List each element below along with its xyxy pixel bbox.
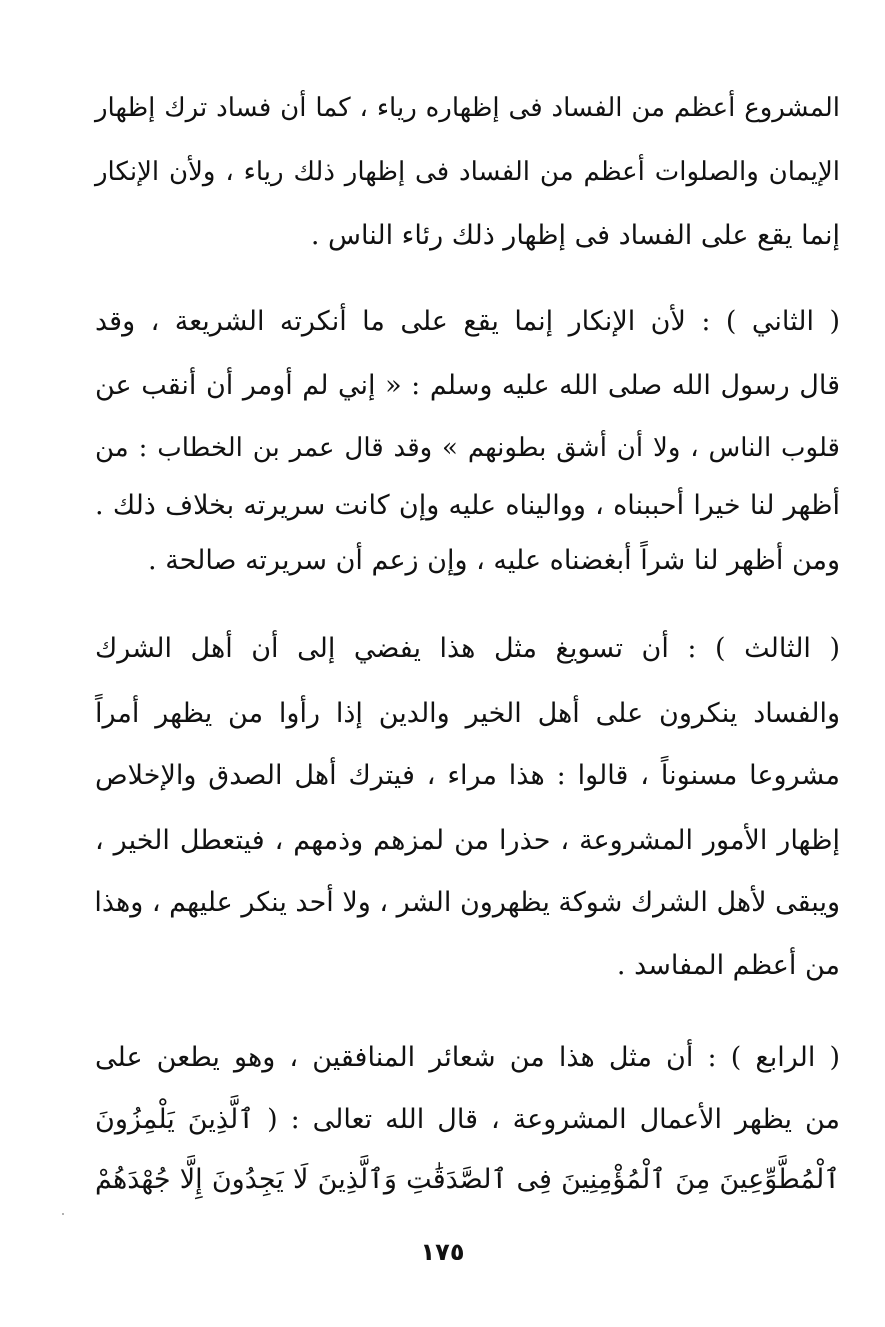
text-line: قال رسول الله صلى الله عليه وسلم : « إني لم أومر أن أنقب عن	[95, 370, 840, 401]
text-line: ( الرابع ) : أن مثل هذا من شعائر المنافقين ، وهو يطعن على	[95, 1042, 840, 1073]
quran-verse-line: ٱلْمُطَّوِّعِينَ مِنَ ٱلْمُؤْمِنِينَ فِى ٱلصَّدَقَٰتِ وَٱلَّذِينَ لَا يَجِدُونَ إِلَّا جُهْدَهُمْ	[95, 1164, 840, 1195]
scan-speck	[62, 1213, 64, 1215]
text-line: ( الثاني ) : لأن الإنكار إنما يقع على ما أنكرته الشريعة ، وقد	[95, 306, 840, 337]
text-line: ويبقى لأهل الشرك شوكة يظهرون الشر ، ولا أحد ينكر عليهم ، وهذا	[94, 887, 840, 918]
page-number: ١٧٥	[420, 1238, 465, 1266]
text-line: ومن أظهر لنا شراً أبغضناه عليه ، وإن زعم أن سريرته صالحة .	[148, 545, 840, 576]
text-line: إظهار الأمور المشروعة ، حذرا من لمزهم وذمهم ، فيتعطل الخير ،	[95, 825, 840, 856]
text-line: المشروع أعظم من الفساد فى إظهاره رياء ، كما أن فساد ترك إظهار	[95, 93, 840, 123]
text-line: والفساد ينكرون على أهل الخير والدين إذا رأوا من يظهر أمراً	[95, 698, 840, 729]
text-line: الإيمان والصلوات أعظم من الفساد فى إظهار ذلك رياء ، ولأن الإنكار	[95, 157, 840, 187]
text-line: مشروعا مسنوناً ، قالوا : هذا مراء ، فيترك أهل الصدق والإخلاص	[95, 760, 840, 791]
text-line: من أعظم المفاسد .	[616, 950, 840, 981]
text-line: ( الثالث ) : أن تسويغ مثل هذا يفضي إلى أن أهل الشرك	[95, 633, 840, 664]
text-line: قلوب الناس ، ولا أن أشق بطونهم » وقد قال عمر بن الخطاب : من	[95, 433, 840, 463]
text-line: إنما يقع على الفساد فى إظهار ذلك رئاء الناس .	[310, 220, 840, 251]
text-line: أظهر لنا خيرا أحببناه ، وواليناه عليه وإن كانت سريرته بخلاف ذلك .	[95, 490, 840, 521]
text-line: من يظهر الأعمال المشروعة ، قال الله تعالى : ( ٱلَّذِينَ يَلْمِزُونَ	[95, 1104, 840, 1135]
